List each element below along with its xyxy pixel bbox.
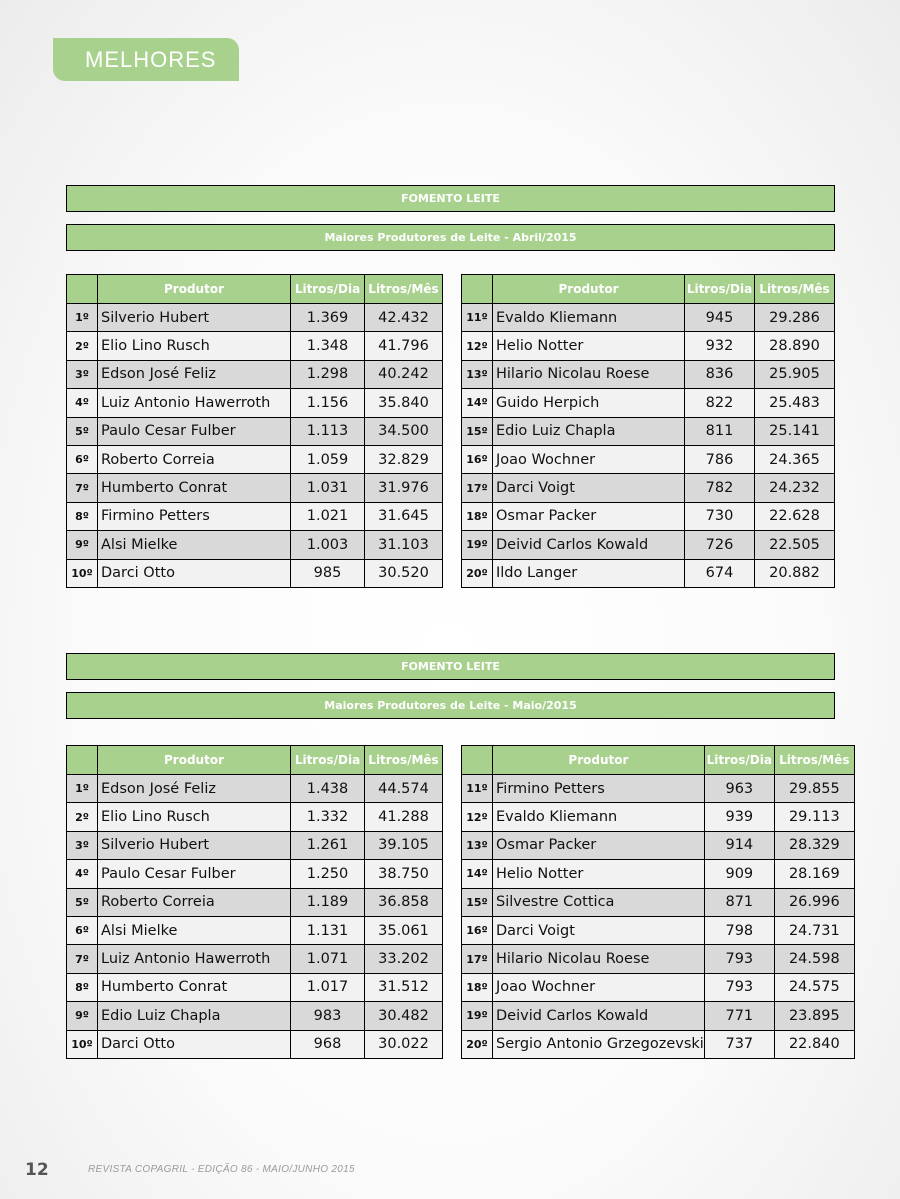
- column-header-litros-mes: Litros/Mês: [774, 746, 854, 775]
- producer-name-cell: Silvestre Cottica: [493, 888, 705, 916]
- ranking-table-right: [461, 274, 835, 588]
- ranking-table-left: [66, 274, 443, 588]
- table-row: [67, 559, 443, 587]
- table-row: [462, 417, 835, 445]
- litros-dia-cell: 939: [704, 803, 774, 831]
- producer-name-cell: Deivid Carlos Kowald: [493, 531, 685, 559]
- litros-dia-cell: 1.031: [291, 474, 365, 502]
- rank-cell: 10º: [67, 559, 98, 587]
- litros-mes-cell: 32.829: [365, 445, 443, 473]
- table-row: [67, 304, 443, 332]
- rank-cell: 7º: [67, 945, 98, 973]
- producer-name-cell: Luiz Antonio Hawerroth: [98, 945, 291, 973]
- table-row: [462, 531, 835, 559]
- producer-name-cell: Hilario Nicolau Roese: [493, 945, 705, 973]
- litros-dia-cell: 737: [704, 1030, 774, 1058]
- rank-cell: 7º: [67, 474, 98, 502]
- table-row: [67, 445, 443, 473]
- producer-name-cell: Helio Notter: [493, 332, 685, 360]
- litros-mes-cell: 22.840: [774, 1030, 854, 1058]
- litros-mes-cell: 31.976: [365, 474, 443, 502]
- rank-cell: 17º: [462, 945, 493, 973]
- table-row: [462, 860, 855, 888]
- producer-name-cell: Silverio Hubert: [98, 304, 291, 332]
- block-header: FOMENTO LEITE: [66, 653, 835, 680]
- column-header-produtor: Produtor: [493, 275, 685, 304]
- rank-cell: 17º: [462, 474, 493, 502]
- producer-name-cell: Paulo Cesar Fulber: [98, 417, 291, 445]
- column-header-position: [67, 746, 98, 775]
- litros-mes-cell: 29.855: [774, 775, 854, 803]
- rank-cell: 12º: [462, 332, 493, 360]
- rank-cell: 9º: [67, 1002, 98, 1030]
- block-header: FOMENTO LEITE: [66, 185, 835, 212]
- litros-dia-cell: 963: [704, 775, 774, 803]
- litros-mes-cell: 24.232: [755, 474, 835, 502]
- rank-cell: 13º: [462, 360, 493, 388]
- litros-dia-cell: 1.250: [291, 860, 365, 888]
- producer-name-cell: Hilario Nicolau Roese: [493, 360, 685, 388]
- litros-mes-cell: 31.645: [365, 502, 443, 530]
- table-row: [462, 1002, 855, 1030]
- litros-mes-cell: 40.242: [365, 360, 443, 388]
- litros-dia-cell: 793: [704, 945, 774, 973]
- litros-mes-cell: 42.432: [365, 304, 443, 332]
- ranking-table-right: [461, 745, 855, 1059]
- rank-cell: 8º: [67, 502, 98, 530]
- litros-mes-cell: 29.286: [755, 304, 835, 332]
- litros-dia-cell: 909: [704, 860, 774, 888]
- table-row: [462, 1030, 855, 1058]
- table-row: [462, 474, 835, 502]
- publication-footer: REVISTA COPAGRIL - EDIÇÃO 86 - MAIO/JUNHO 2015: [88, 1164, 355, 1175]
- producer-name-cell: Humberto Conrat: [98, 474, 291, 502]
- litros-mes-cell: 41.796: [365, 332, 443, 360]
- producer-name-cell: Darci Voigt: [493, 474, 685, 502]
- litros-dia-cell: 1.189: [291, 888, 365, 916]
- litros-mes-cell: 30.482: [365, 1002, 443, 1030]
- litros-mes-cell: 34.500: [365, 417, 443, 445]
- table-row: [67, 417, 443, 445]
- producer-name-cell: Guido Herpich: [493, 389, 685, 417]
- producer-name-cell: Darci Otto: [98, 1030, 291, 1058]
- producer-name-cell: Darci Voigt: [493, 916, 705, 944]
- table-row: [462, 502, 835, 530]
- rank-cell: 11º: [462, 304, 493, 332]
- column-header-litros-mes: Litros/Mês: [365, 746, 443, 775]
- rank-cell: 20º: [462, 1030, 493, 1058]
- column-header-produtor: Produtor: [98, 275, 291, 304]
- producer-name-cell: Roberto Correia: [98, 888, 291, 916]
- litros-mes-cell: 25.141: [755, 417, 835, 445]
- litros-dia-cell: 730: [685, 502, 755, 530]
- litros-mes-cell: 22.628: [755, 502, 835, 530]
- producer-name-cell: Edson José Feliz: [98, 775, 291, 803]
- rank-cell: 20º: [462, 559, 493, 587]
- litros-dia-cell: 1.003: [291, 531, 365, 559]
- litros-dia-cell: 983: [291, 1002, 365, 1030]
- litros-mes-cell: 20.882: [755, 559, 835, 587]
- table-row: [67, 831, 443, 859]
- litros-mes-cell: 24.365: [755, 445, 835, 473]
- column-header-produtor: Produtor: [98, 746, 291, 775]
- litros-mes-cell: 23.895: [774, 1002, 854, 1030]
- litros-mes-cell: 28.329: [774, 831, 854, 859]
- column-header-position: [67, 275, 98, 304]
- rank-cell: 1º: [67, 304, 98, 332]
- litros-dia-cell: 985: [291, 559, 365, 587]
- rank-cell: 8º: [67, 973, 98, 1001]
- litros-mes-cell: 30.022: [365, 1030, 443, 1058]
- litros-mes-cell: 31.103: [365, 531, 443, 559]
- producer-name-cell: Alsi Mielke: [98, 531, 291, 559]
- litros-mes-cell: 44.574: [365, 775, 443, 803]
- table-row: [462, 888, 855, 916]
- litros-dia-cell: 1.261: [291, 831, 365, 859]
- litros-dia-cell: 871: [704, 888, 774, 916]
- litros-mes-cell: 24.575: [774, 973, 854, 1001]
- column-header-litros-dia: Litros/Dia: [704, 746, 774, 775]
- section-tab: MELHORES: [53, 38, 239, 81]
- litros-dia-cell: 1.017: [291, 973, 365, 1001]
- column-header-litros-mes: Litros/Mês: [755, 275, 835, 304]
- rank-cell: 18º: [462, 502, 493, 530]
- litros-mes-cell: 24.731: [774, 916, 854, 944]
- page-number: 12: [25, 1160, 49, 1180]
- table-row: [462, 360, 835, 388]
- producer-name-cell: Helio Notter: [493, 860, 705, 888]
- table-row: [67, 803, 443, 831]
- litros-dia-cell: 1.438: [291, 775, 365, 803]
- table-row: [67, 389, 443, 417]
- table-row: [462, 304, 835, 332]
- litros-mes-cell: 28.890: [755, 332, 835, 360]
- litros-dia-cell: 811: [685, 417, 755, 445]
- table-row: [462, 775, 855, 803]
- producer-name-cell: Alsi Mielke: [98, 916, 291, 944]
- rank-cell: 6º: [67, 916, 98, 944]
- rank-cell: 5º: [67, 417, 98, 445]
- litros-dia-cell: 1.071: [291, 945, 365, 973]
- litros-dia-cell: 771: [704, 1002, 774, 1030]
- table-row: [462, 916, 855, 944]
- litros-dia-cell: 1.131: [291, 916, 365, 944]
- table-row: [462, 445, 835, 473]
- producer-name-cell: Evaldo Kliemann: [493, 304, 685, 332]
- rank-cell: 10º: [67, 1030, 98, 1058]
- litros-mes-cell: 25.483: [755, 389, 835, 417]
- producer-name-cell: Joao Wochner: [493, 973, 705, 1001]
- producer-name-cell: Silverio Hubert: [98, 831, 291, 859]
- producer-name-cell: Joao Wochner: [493, 445, 685, 473]
- litros-mes-cell: 38.750: [365, 860, 443, 888]
- rank-cell: 6º: [67, 445, 98, 473]
- column-header-position: [462, 275, 493, 304]
- litros-dia-cell: 968: [291, 1030, 365, 1058]
- column-header-litros-dia: Litros/Dia: [291, 746, 365, 775]
- litros-dia-cell: 1.348: [291, 332, 365, 360]
- litros-dia-cell: 786: [685, 445, 755, 473]
- table-row: [67, 360, 443, 388]
- litros-mes-cell: 28.169: [774, 860, 854, 888]
- litros-dia-cell: 1.156: [291, 389, 365, 417]
- litros-dia-cell: 798: [704, 916, 774, 944]
- rank-cell: 11º: [462, 775, 493, 803]
- table-row: [462, 831, 855, 859]
- table-row: [67, 945, 443, 973]
- litros-mes-cell: 35.840: [365, 389, 443, 417]
- table-row: [67, 474, 443, 502]
- producer-name-cell: Sergio Antonio Grzegozevski: [493, 1030, 705, 1058]
- litros-dia-cell: 1.332: [291, 803, 365, 831]
- table-row: [462, 332, 835, 360]
- litros-mes-cell: 30.520: [365, 559, 443, 587]
- rank-cell: 2º: [67, 803, 98, 831]
- litros-dia-cell: 726: [685, 531, 755, 559]
- rank-cell: 4º: [67, 389, 98, 417]
- litros-mes-cell: 25.905: [755, 360, 835, 388]
- litros-mes-cell: 31.512: [365, 973, 443, 1001]
- rank-cell: 3º: [67, 831, 98, 859]
- rank-cell: 5º: [67, 888, 98, 916]
- table-row: [462, 803, 855, 831]
- litros-dia-cell: 932: [685, 332, 755, 360]
- producer-name-cell: Deivid Carlos Kowald: [493, 1002, 705, 1030]
- table-row: [67, 860, 443, 888]
- table-row: [67, 502, 443, 530]
- producer-name-cell: Luiz Antonio Hawerroth: [98, 389, 291, 417]
- producer-name-cell: Ildo Langer: [493, 559, 685, 587]
- litros-dia-cell: 1.021: [291, 502, 365, 530]
- rank-cell: 18º: [462, 973, 493, 1001]
- rank-cell: 15º: [462, 417, 493, 445]
- rank-cell: 1º: [67, 775, 98, 803]
- litros-mes-cell: 41.288: [365, 803, 443, 831]
- table-row: [67, 775, 443, 803]
- block-subheader: Maiores Produtores de Leite - Maio/2015: [66, 692, 835, 719]
- litros-dia-cell: 1.113: [291, 417, 365, 445]
- table-row: [67, 531, 443, 559]
- producer-name-cell: Humberto Conrat: [98, 973, 291, 1001]
- litros-dia-cell: 1.059: [291, 445, 365, 473]
- producer-name-cell: Firmino Petters: [493, 775, 705, 803]
- litros-dia-cell: 822: [685, 389, 755, 417]
- rank-cell: 16º: [462, 916, 493, 944]
- litros-dia-cell: 945: [685, 304, 755, 332]
- table-row: [67, 1030, 443, 1058]
- producer-name-cell: Firmino Petters: [98, 502, 291, 530]
- rank-cell: 14º: [462, 389, 493, 417]
- producer-name-cell: Evaldo Kliemann: [493, 803, 705, 831]
- rank-cell: 2º: [67, 332, 98, 360]
- litros-mes-cell: 24.598: [774, 945, 854, 973]
- rank-cell: 3º: [67, 360, 98, 388]
- table-row: [462, 559, 835, 587]
- ranking-table-left: [66, 745, 443, 1059]
- rank-cell: 4º: [67, 860, 98, 888]
- litros-dia-cell: 782: [685, 474, 755, 502]
- producer-name-cell: Edio Luiz Chapla: [98, 1002, 291, 1030]
- litros-dia-cell: 1.369: [291, 304, 365, 332]
- litros-mes-cell: 29.113: [774, 803, 854, 831]
- producer-name-cell: Edio Luiz Chapla: [493, 417, 685, 445]
- producer-name-cell: Edson José Feliz: [98, 360, 291, 388]
- litros-dia-cell: 793: [704, 973, 774, 1001]
- litros-mes-cell: 22.505: [755, 531, 835, 559]
- table-row: [67, 332, 443, 360]
- rank-cell: 14º: [462, 860, 493, 888]
- litros-mes-cell: 35.061: [365, 916, 443, 944]
- producer-name-cell: Darci Otto: [98, 559, 291, 587]
- column-header-produtor: Produtor: [493, 746, 705, 775]
- producer-name-cell: Elio Lino Rusch: [98, 803, 291, 831]
- block-subheader: Maiores Produtores de Leite - Abril/2015: [66, 224, 835, 251]
- column-header-litros-mes: Litros/Mês: [365, 275, 443, 304]
- table-row: [462, 945, 855, 973]
- table-row: [462, 389, 835, 417]
- litros-dia-cell: 914: [704, 831, 774, 859]
- rank-cell: 12º: [462, 803, 493, 831]
- litros-mes-cell: 36.858: [365, 888, 443, 916]
- litros-mes-cell: 26.996: [774, 888, 854, 916]
- litros-dia-cell: 1.298: [291, 360, 365, 388]
- rank-cell: 9º: [67, 531, 98, 559]
- litros-dia-cell: 836: [685, 360, 755, 388]
- table-row: [67, 973, 443, 1001]
- producer-name-cell: Elio Lino Rusch: [98, 332, 291, 360]
- rank-cell: 19º: [462, 1002, 493, 1030]
- rank-cell: 16º: [462, 445, 493, 473]
- producer-name-cell: Paulo Cesar Fulber: [98, 860, 291, 888]
- rank-cell: 13º: [462, 831, 493, 859]
- litros-dia-cell: 674: [685, 559, 755, 587]
- column-header-litros-dia: Litros/Dia: [291, 275, 365, 304]
- rank-cell: 15º: [462, 888, 493, 916]
- litros-mes-cell: 39.105: [365, 831, 443, 859]
- column-header-litros-dia: Litros/Dia: [685, 275, 755, 304]
- producer-name-cell: Roberto Correia: [98, 445, 291, 473]
- rank-cell: 19º: [462, 531, 493, 559]
- table-row: [462, 973, 855, 1001]
- producer-name-cell: Osmar Packer: [493, 502, 685, 530]
- table-row: [67, 1002, 443, 1030]
- column-header-position: [462, 746, 493, 775]
- producer-name-cell: Osmar Packer: [493, 831, 705, 859]
- litros-mes-cell: 33.202: [365, 945, 443, 973]
- table-row: [67, 916, 443, 944]
- table-row: [67, 888, 443, 916]
